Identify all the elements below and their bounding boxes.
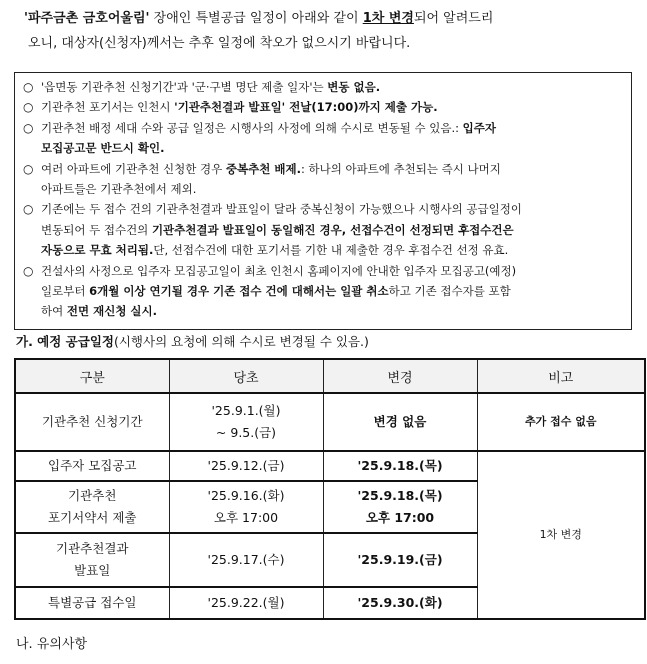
intro-text-suffix: 되어 알려드리: [413, 11, 494, 26]
notice-text: 변동되어 두 접수건의: [41, 222, 152, 237]
original-date-line: '25.9.17.(수): [207, 552, 285, 567]
notice-text: 일로부터: [41, 284, 90, 299]
circle-bullet-icon: ○: [23, 161, 34, 176]
project-name: '파주금촌 금호어울림': [24, 11, 150, 26]
original-date: [169, 481, 323, 533]
row-label-text: 발표일: [74, 563, 111, 578]
notice-line: [41, 138, 623, 158]
changed-date-line: 오후 17:00: [365, 510, 435, 525]
row-label: [15, 481, 169, 533]
original-date: [169, 393, 323, 451]
circle-bullet-icon: ○: [23, 80, 34, 94]
header-category: 구분: [15, 359, 169, 393]
notice-text: 건설사의 사정으로 입주자 모집공고일이 최초 인천시 홈페이지에 안내한 입주자 모집공고(예정): [41, 263, 517, 278]
notice-line: [41, 281, 623, 301]
row-label-text: 특별공급 접수일: [48, 595, 137, 610]
original-date: [169, 451, 323, 481]
notice-emphasis: 변동 없음.: [327, 80, 381, 94]
notice-item: [23, 261, 623, 322]
changed-date: [323, 451, 477, 481]
row-label: [15, 533, 169, 587]
row-label-text: 입주자 모집공고: [48, 458, 137, 473]
circle-bullet-icon: ○: [23, 120, 34, 135]
changed-date: [323, 481, 477, 533]
original-date-line: '25.9.22.(월): [207, 595, 285, 610]
section-a-title: 가. 예정 공급일정: [16, 334, 114, 349]
notice-text: 기관추천 포기서는 인천시: [41, 100, 175, 115]
section-b-title: 나. 유의사항: [16, 637, 88, 652]
notice-line: [41, 261, 623, 281]
row-label-text: 기관추천결과: [56, 541, 129, 556]
intro-text: 장애인 특별공급 일정이 아래와 같이: [149, 11, 363, 26]
notice-item: [23, 199, 623, 260]
notice-line: [41, 179, 623, 199]
schedule-table: [14, 358, 646, 620]
table-header-row: [15, 359, 645, 393]
intro-line-1: [24, 6, 634, 31]
original-date: [169, 587, 323, 619]
row-label: [15, 393, 169, 451]
changed-date-line: '25.9.18.(목): [357, 488, 443, 503]
table-row: [15, 393, 645, 451]
section-a-heading: [16, 333, 369, 351]
changed-date-line: '25.9.19.(금): [357, 552, 443, 567]
original-date-line: '25.9.1.(월): [211, 403, 281, 418]
section-a-note: (시행사의 요청에 의해 수시로 변경될 수 있음.): [113, 334, 369, 349]
intro-line-2: 오니, 대상자(신청자)께서는 추후 일정에 착오가 없으시기 바랍니다.: [28, 36, 411, 51]
intro-paragraph: [24, 6, 634, 56]
header-original: 당초: [169, 359, 323, 393]
notice-emphasis: 6개월 이상 연기될 경우 기존 접수 건에 대해서는 일괄 취소: [89, 284, 389, 299]
notice-text: 하여: [41, 304, 67, 319]
row-label: [15, 451, 169, 481]
notice-emphasis: 입주자: [462, 120, 496, 135]
notice-emphasis: 중복추천 배제.: [225, 161, 301, 176]
notice-emphasis: 자동으로 무효 처리됨.: [41, 243, 154, 258]
circle-bullet-icon: ○: [23, 263, 34, 278]
circle-bullet-icon: ○: [23, 100, 34, 115]
original-date-line: 오후 17:00: [213, 510, 279, 525]
notice-text: 기존에는 두 접수 건의 기관추천결과 발표일이 달라 중복신청이 가능했으나 시행사의 공급일정이: [41, 202, 522, 217]
row-label-text: 기관추천 신청기간: [41, 414, 143, 429]
notice-text: 하고 기존 접수자를 포함: [388, 284, 511, 299]
circle-bullet-icon: ○: [23, 202, 34, 217]
changed-date-line: '25.9.18.(목): [357, 458, 443, 473]
notice-item: [23, 97, 623, 117]
changed-date-line: '25.9.30.(화): [357, 595, 443, 610]
original-date: [169, 533, 323, 587]
notice-text: 단, 선접수건에 대한 포기서를 기한 내 제출한 경우 후접수건 선정 유효.: [153, 243, 509, 258]
notice-text: 여러 아파트에 기관추천 신청한 경우: [41, 161, 226, 176]
notice-emphasis: 전면 재신청 실시.: [66, 304, 158, 319]
notice-line: [41, 159, 623, 179]
changed-date-line: 변경 없음: [373, 414, 427, 429]
notice-text: '읍면동 기관추천 신청기간'과 '군·구별 명단 제출 일자'는: [41, 80, 328, 94]
changed-date: [323, 533, 477, 587]
notice-text: 기관추천 배정 세대 수와 공급 일정은 시행사의 사정에 의해 수시로 변동될 수 있음.:: [41, 120, 463, 135]
notice-line: [41, 301, 623, 321]
header-remark: 비고: [477, 359, 645, 393]
notice-line: [41, 220, 623, 240]
row-label: [15, 587, 169, 619]
row-label-text: 포기서약서 제출: [48, 510, 137, 525]
notice-line: [41, 77, 623, 97]
notice-text: : 하나의 아파트에 추천되는 즉시 나머지: [300, 161, 501, 176]
notice-line: [41, 240, 623, 260]
notice-item: [23, 118, 623, 159]
notice-line: [41, 118, 623, 138]
notice-emphasis: 모집공고문 반드시 확인.: [41, 141, 165, 156]
original-date-line: ~ 9.5.(금): [215, 425, 277, 440]
remark-cell: 추가 접수 없음: [477, 393, 645, 451]
original-date-line: '25.9.12.(금): [207, 458, 285, 473]
notice-line: [41, 199, 623, 219]
changed-date: [323, 393, 477, 451]
notice-emphasis: 기관추천결과 발표일이 동일해진 경우, 선접수건이 선정되면 후접수건은: [151, 222, 514, 237]
change-label: 1차 변경: [362, 11, 414, 26]
table-row: [15, 451, 645, 481]
original-date-line: '25.9.16.(화): [207, 488, 285, 503]
changed-date: [323, 587, 477, 619]
notice-text: 아파트들은 기관추천에서 제외.: [41, 182, 197, 197]
notice-item: [23, 77, 623, 97]
header-changed: 변경: [323, 359, 477, 393]
notice-emphasis: '기관추천결과 발표일' 전날(17:00)까지 제출 가능.: [174, 100, 438, 115]
merged-remark-cell: 1차 변경: [477, 451, 645, 619]
notice-item: [23, 159, 623, 200]
row-label-text: 기관추천: [68, 488, 117, 503]
notice-box: [14, 72, 632, 330]
notice-line: [41, 97, 623, 117]
